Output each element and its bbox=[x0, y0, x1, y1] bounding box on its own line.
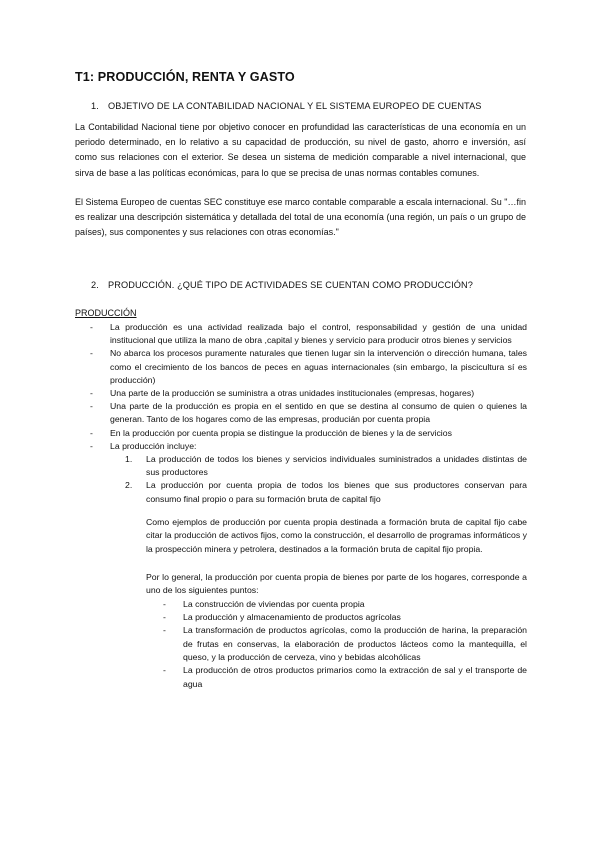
numbered-item bbox=[110, 453, 527, 479]
hogares-paragraph: Por lo general, la producción por cuenta propia de bienes por parte de los hogares, corresponde a uno de los siguientes puntos: bbox=[146, 571, 527, 596]
list-item bbox=[75, 321, 527, 347]
bullet-dash: - bbox=[90, 401, 93, 412]
inner-bullet-text: La producción de otros productos primarios como la extracción de sal y el transporte de agua bbox=[183, 665, 527, 689]
section-2-number: 2. bbox=[91, 280, 99, 290]
inner-list-item bbox=[146, 611, 527, 624]
list-item bbox=[75, 427, 527, 440]
bullet-dash: - bbox=[163, 612, 166, 623]
produccion-subheading: PRODUCCIÓN bbox=[75, 308, 137, 318]
inner-list-item bbox=[146, 624, 527, 664]
section-1-paragraph-1: La Contabilidad Nacional tiene por objetivo conocer en profundidad las características de una economía en un periodo determinado, en lo relativo a su capacidad de producción, su nivel de gasto, ahorro e inversión, así como sus relaciones con el exterior. Se desea un sistema de medición comparable a nivel internacional, que sirva de base a las políticas económicas, para lo que se precisa de unas normas contables comunes. bbox=[75, 122, 526, 178]
bullet-text: Una parte de la producción se suministra a otras unidades institucionales (empresas, hogares) bbox=[110, 388, 475, 399]
hogares-bullet-list bbox=[146, 598, 527, 691]
inner-list-item bbox=[146, 598, 527, 611]
section-1-title: OBJETIVO DE LA CONTABILIDAD NACIONAL Y EL SISTEMA EUROPEO DE CUENTAS bbox=[108, 101, 482, 111]
list-item bbox=[75, 400, 527, 426]
inner-list-item bbox=[146, 664, 527, 691]
bullet-text: Una parte de la producción es propia en el sentido en que se destina al consumo de quien o quienes la generan. Tanto de los hogares como de las empresas, producián por cuenta propia bbox=[110, 401, 527, 425]
bullet-dash: - bbox=[90, 427, 93, 438]
numbered-item bbox=[110, 479, 527, 690]
bullet-text: La producción es una actividad realizada bajo el control, responsabilidad y gestión de una unidad institucional que utiliza la mano de obra ,capital y bienes y servicio para producir otros bienes y servicios bbox=[110, 322, 527, 346]
section-1-heading bbox=[91, 101, 482, 111]
numbered-item-text: La producción de todos los bienes y servicios individuales suministrados a unidades distintas de sus productores bbox=[146, 454, 527, 478]
bullet-text: En la producción por cuenta propia se distingue la producción de bienes y la de servicios bbox=[110, 427, 452, 438]
item-number: 2. bbox=[125, 480, 133, 491]
bullet-dash: - bbox=[163, 665, 166, 676]
section-2-title: PRODUCCIÓN. ¿QUÉ TIPO DE ACTIVIDADES SE CUENTAN COMO PRODUCCIÓN? bbox=[108, 280, 473, 290]
example-paragraph: Como ejemplos de producción por cuenta propia destinada a formación bruta de capital fijo cabe citar la producción de activos fijos, como la construcción, el desarrollo de programas informáticos y la prospección minera y petrolera, destinados a la formación bruta de capital fijo propia. bbox=[146, 516, 527, 555]
bullet-dash: - bbox=[90, 388, 93, 399]
item-number: 1. bbox=[125, 454, 133, 465]
numbered-item-text: La producción por cuenta propia de todos los bienes que sus productores conservan para consumo final propio o para su formación bruta de capital fijo bbox=[146, 480, 527, 504]
bullet-text: No abarca los procesos puramente naturales que tienen lugar sin la intervención o dirección humana, tales como el crecimiento de los bancos de peces en aguas internacionales (sin embargo, la piscicultura sí es producción) bbox=[110, 348, 527, 385]
section-2-heading bbox=[91, 280, 473, 290]
bullet-dash: - bbox=[90, 322, 93, 332]
list-item bbox=[75, 440, 527, 691]
bullet-text: La producción incluye: bbox=[110, 440, 197, 451]
page-title: T1: PRODUCCIÓN, RENTA Y GASTO bbox=[75, 70, 295, 84]
inner-bullet-text: La producción y almacenamiento de productos agrícolas bbox=[183, 612, 401, 623]
produccion-bullet-list bbox=[75, 321, 527, 691]
list-item bbox=[75, 347, 527, 387]
section-1-number: 1. bbox=[91, 101, 99, 111]
bullet-dash: - bbox=[90, 348, 93, 359]
section-1-paragraph-2: El Sistema Europeo de cuentas SEC constituye ese marco contable comparable a escala internacional. Su "…fin es realizar una descripción sistemática y detallada del total de una economía (una región, un país o un grupo de países), sus componentes y sus relaciones con otras economías." bbox=[75, 197, 526, 238]
list-item bbox=[75, 387, 527, 400]
inner-bullet-text: La construcción de viviendas por cuenta propia bbox=[183, 598, 365, 609]
produccion-numbered-list bbox=[110, 453, 527, 691]
bullet-dash: - bbox=[90, 440, 93, 451]
bullet-dash: - bbox=[163, 598, 166, 609]
inner-bullet-text: La transformación de productos agrícolas, como la producción de harina, la preparación de frutas en conservas, la elaboración de productos lácteos como la mantequilla, el queso, y la producción de cerveza, vino y bebidas alcohólicas bbox=[183, 625, 527, 662]
bullet-dash: - bbox=[163, 625, 166, 636]
